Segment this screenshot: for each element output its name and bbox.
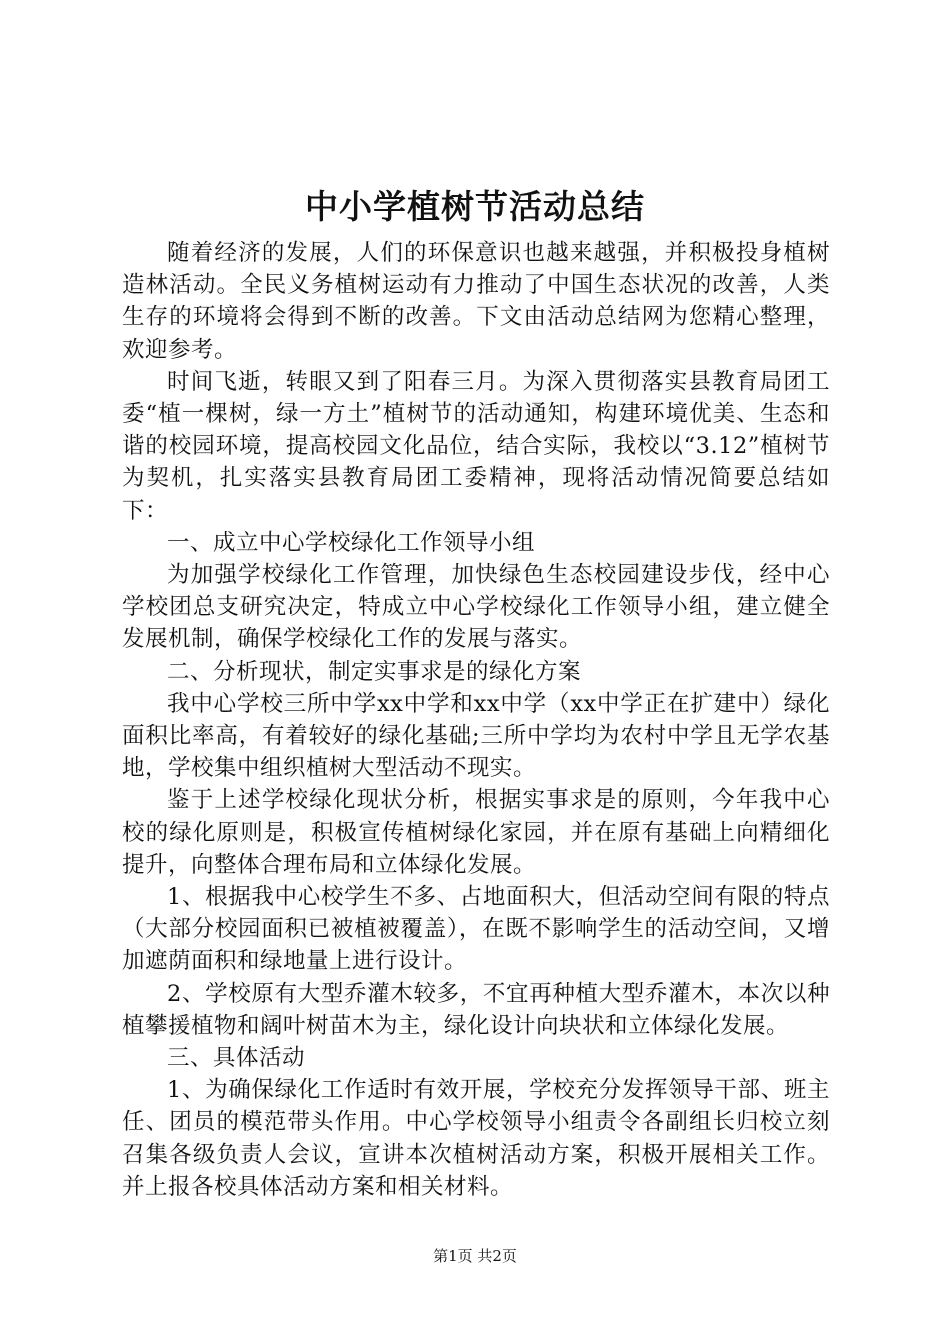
paragraph-section-2a: 我中心学校三所中学xx中学和xx中学（xx中学正在扩建中）绿化面积比率高，有着较好的绿化基础;三所中学均为农村中学且无学农基地，学校集中组织植树大型活动不现实。 bbox=[122, 690, 830, 782]
paragraph-section-2b: 鉴于上述学校绿化现状分析，根据实事求是的原则，今年我中心校的绿化原则是，积极宣传植树绿化家园，并在原有基础上向精细化提升，向整体合理布局和立体绿化发展。 bbox=[122, 787, 830, 878]
page-footer: 第1页 共2页 bbox=[433, 1247, 517, 1265]
paragraph-section-1: 为加强学校绿化工作管理，加快绿色生态校园建设步伐，经中心学校团总支研究决定，特成立中心学校绿化工作领导小组，建立健全发展机制，确保学校绿化工作的发展与落实。 bbox=[122, 562, 830, 653]
section-heading-1: 一、成立中心学校绿化工作领导小组 bbox=[167, 529, 536, 556]
section-heading-2: 二、分析现状，制定实事求是的绿化方案 bbox=[167, 658, 582, 685]
paragraph-section-3-item-1: 1、为确保绿化工作适时有效开展，学校充分发挥领导干部、班主任、团员的模范带头作用。中心学校领导小组责令各副组长归校立刻召集各级负责人会议，宣讲本次植树活动方案，积极开展相关工作。并上报各校具体活动方案和相关材料。 bbox=[122, 1077, 830, 1200]
paragraph-overview: 时间飞逝，转眼又到了阳春三月。为深入贯彻落实县教育局团工委“植一棵树，绿一方土”植树节的活动通知，构建环境优美、生态和谐的校园环境，提高校园文化品位，结合实际，我校以“3.12”植树节为契机，扎实落实县教育局团工委精神，现将活动情况简要总结如下： bbox=[122, 368, 830, 524]
section-heading-3: 三、具体活动 bbox=[167, 1045, 306, 1072]
paragraph-section-2-item-1: 1、根据我中心校学生不多、占地面积大，但活动空间有限的特点（大部分校园面积已被植被覆盖），在既不影响学生的活动空间，又增加遮荫面积和绿地量上进行设计。 bbox=[122, 884, 830, 975]
paragraph-section-2-item-2: 2、学校原有大型乔灌木较多，不宜再种植大型乔灌木，本次以种植攀援植物和阔叶树苗木为主，绿化设计向块状和立体绿化发展。 bbox=[122, 980, 830, 1039]
paragraph-intro: 随着经济的发展，人们的环保意识也越来越强，并积极投身植树造林活动。全民义务植树运动有力推动了中国生态状况的改善，人类生存的环境将会得到不断的改善。下文由活动总结网为您精心整理，欢迎参考。 bbox=[122, 240, 830, 363]
document-title: 中小学植树节活动总结 bbox=[305, 187, 645, 226]
document-body bbox=[122, 237, 830, 1203]
